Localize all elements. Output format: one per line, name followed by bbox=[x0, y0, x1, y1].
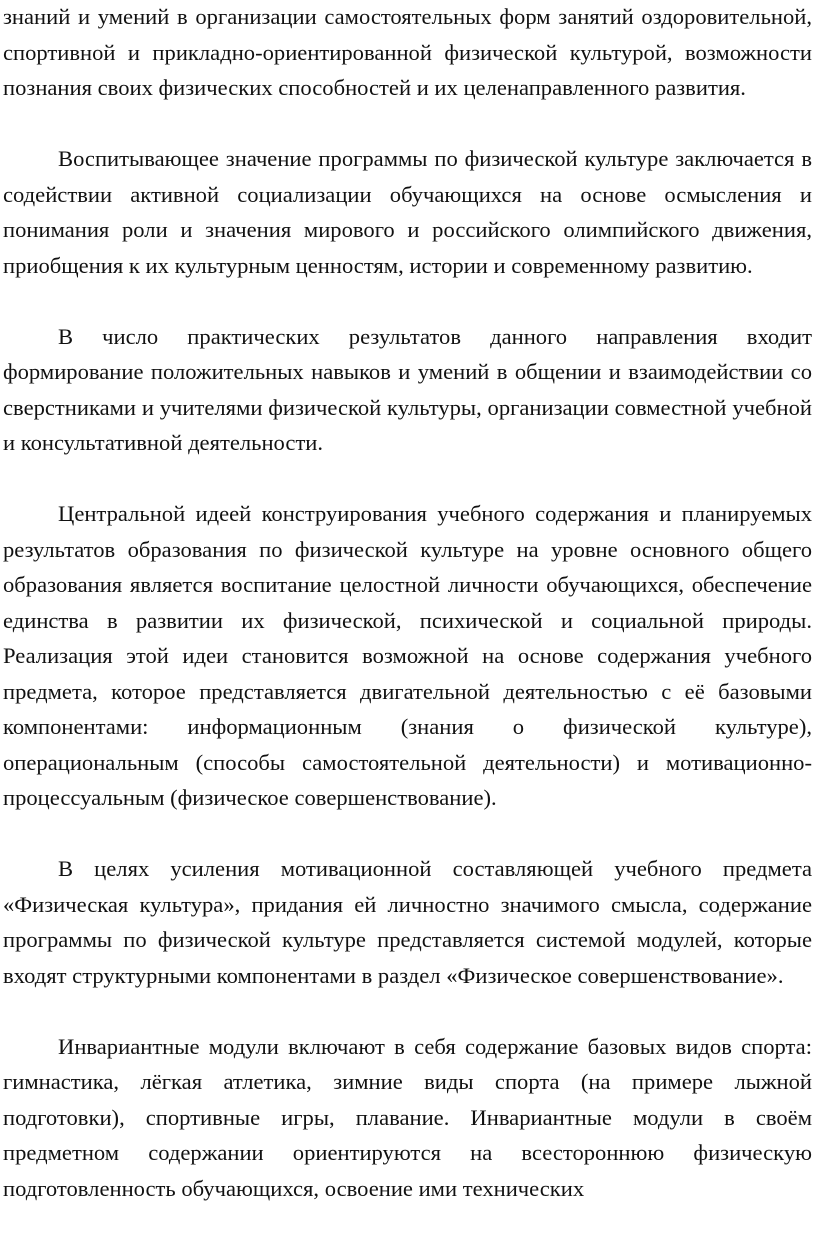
paragraph-motivation-modules: В целях усиления мотивационной составляющей учебного предмета «Физическая культура», придания ей личностно значимого смысла, содержание программы по физической культуре представляется системой модулей, которые входят структурными компонентами в раздел «Физическое совершенствование». bbox=[3, 856, 812, 988]
paragraph-upbringing-value: Воспитывающее значение программы по физической культуре заключается в содействии активной социализации обучающихся на основе осмысления и понимания роли и значения мирового и российского олимпийского движения, приобщения к их культурным ценностям, истории и современному развитию. bbox=[3, 146, 812, 278]
paragraph-practical-results: В число практических результатов данного направления входит формирование положительных навыков и умений в общении и взаимодействии со сверстниками и учителями физической культуры, организации совместной учебной и консультативной деятельности. bbox=[3, 323, 812, 455]
paragraph-invariant-modules: Инвариантные модули включают в себя содержание базовых видов спорта: гимнастика, лёгкая атлетика, зимние виды спорта (на примере лыжной подготовки), спортивные игры, плавание. Инвариантные модули в своём предметном содержании ориентируются на всестороннюю физическую подготовленность обучающихся, освоение ими технических bbox=[3, 1033, 812, 1201]
paragraph-continuation: знаний и умений в организации самостоятельных форм занятий оздоровительной, спортивной и прикладно-ориентированной физической культурой, возможности познания своих физических способностей и их целенаправленного развития. bbox=[3, 4, 812, 100]
paragraph-central-idea: Центральной идеей конструирования учебного содержания и планируемых результатов образования по физической культуре на уровне основного общего образования является воспитание целостной личности обучающихся, обеспечение единства в развитии их физической, психической и социальной природы. Реализация этой идеи становится возможной на основе содержания учебного предмета, которое представляется двигательной деятельностью с её базовыми компонентами: информационным (знания о физической культуре), операциональным (способы самостоятельной деятельности) и мотивационно-процессуальным (физическое совершенствование). bbox=[3, 501, 812, 810]
